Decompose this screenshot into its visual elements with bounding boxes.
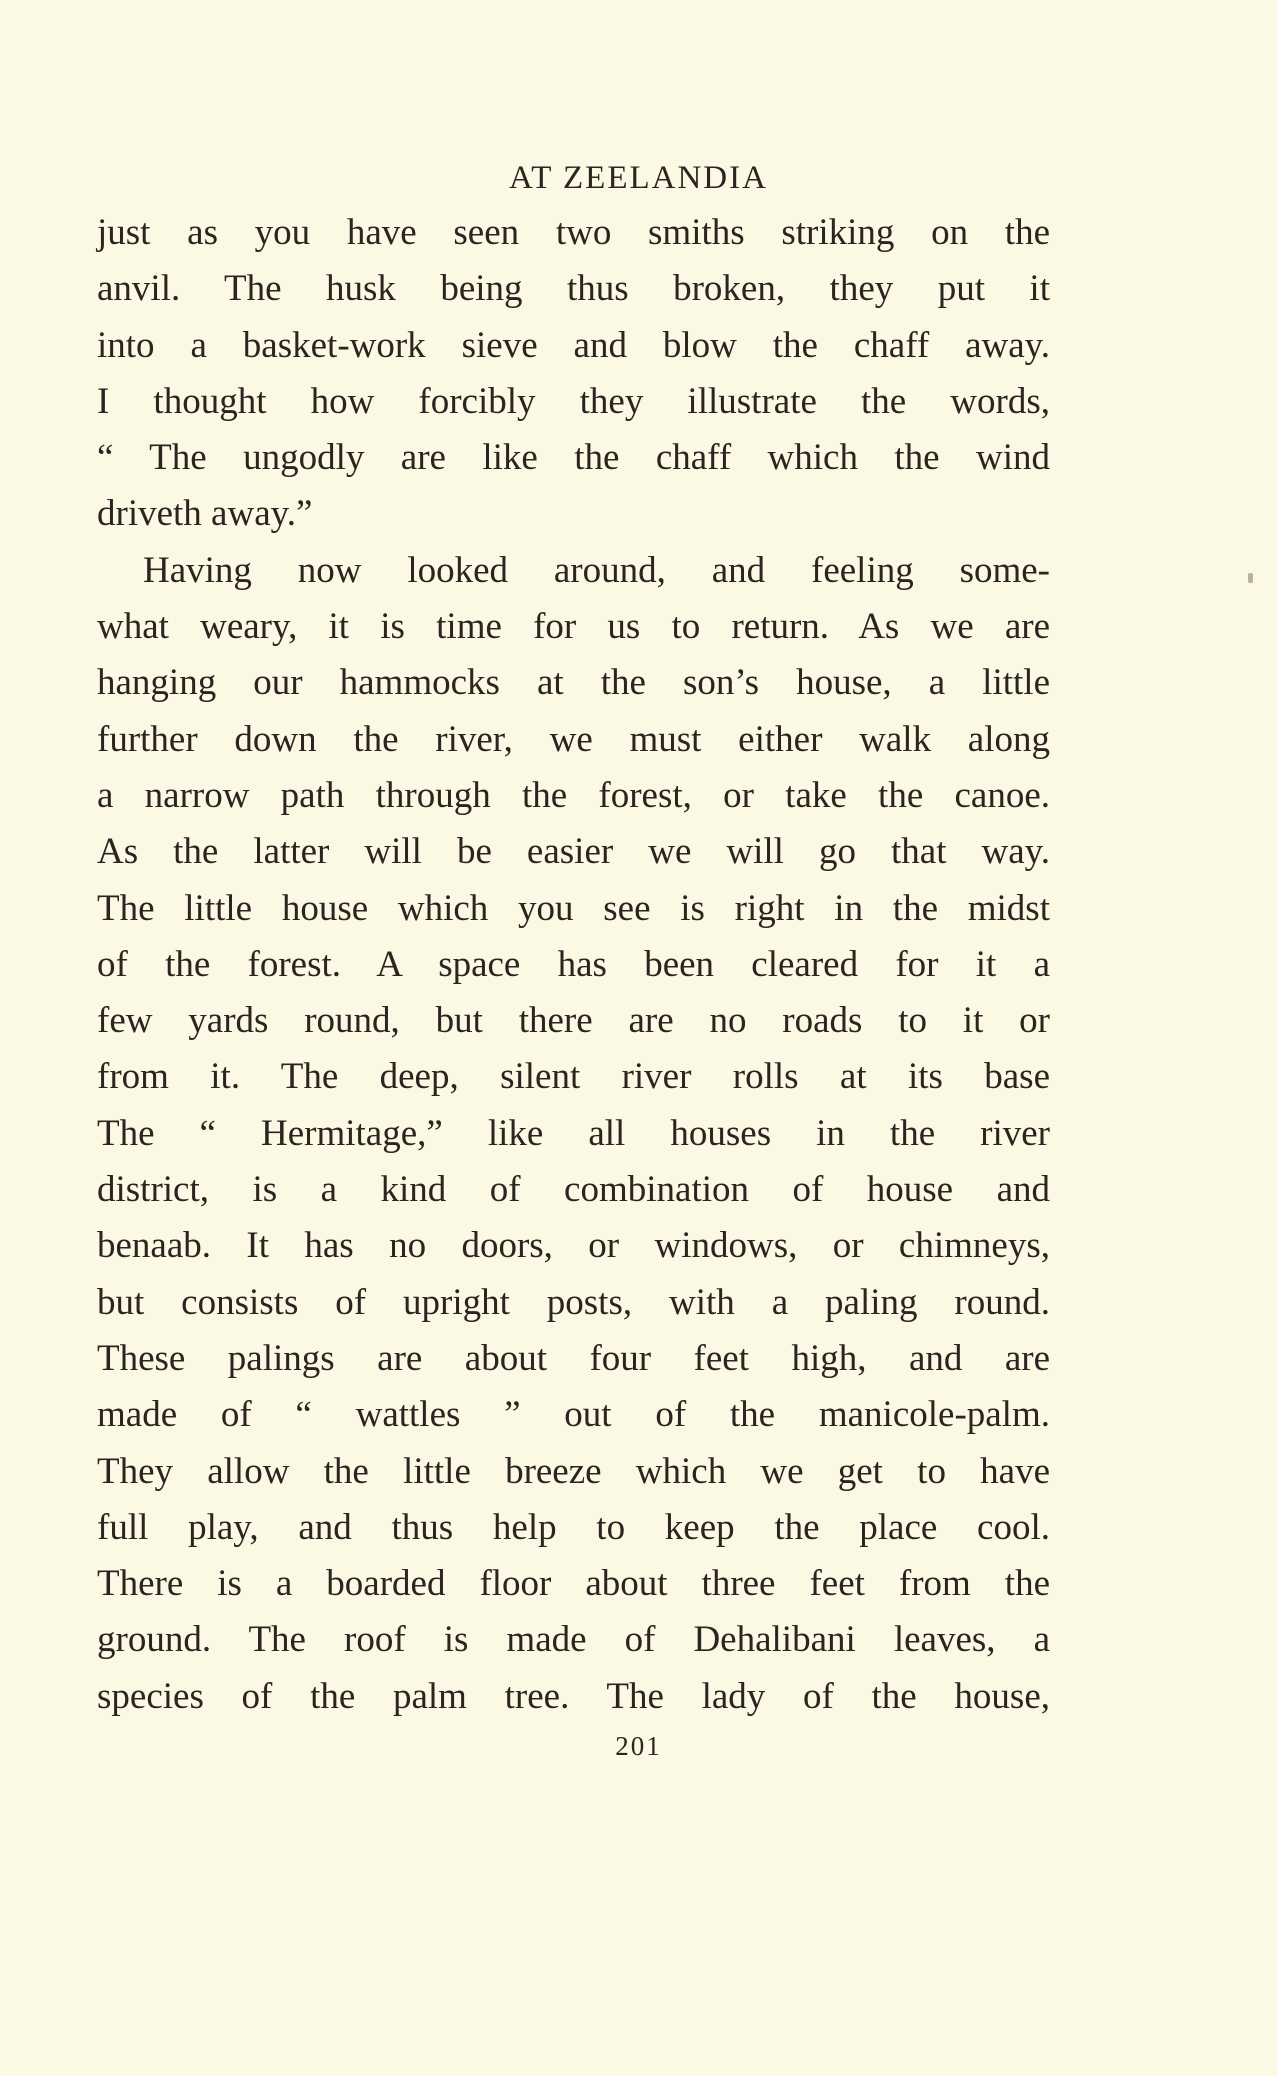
text-line: The “ Hermitage,” like all houses in the river xyxy=(97,1112,1050,1154)
text-line: but consists of upright posts, with a paling round. xyxy=(97,1281,1050,1323)
text-line: I thought how forcibly they illustrate the words, xyxy=(97,380,1050,422)
body-text xyxy=(97,205,1050,1725)
text-line: hanging our hammocks at the son’s house, a little xyxy=(97,662,1050,704)
text-line: of the forest. A space has been cleared for it a xyxy=(97,943,1050,985)
text-line: anvil. The husk being thus broken, they put it xyxy=(97,268,1050,310)
text-line: Having now looked around, and feeling some- xyxy=(143,549,1050,591)
text-line: what weary, it is time for us to return. As we are xyxy=(97,606,1050,648)
text-line: ground. The roof is made of Dehalibani leaves, a xyxy=(97,1619,1050,1661)
text-line: district, is a kind of combination of house and xyxy=(97,1169,1050,1211)
paper-speck xyxy=(1248,573,1253,583)
text-line: species of the palm tree. The lady of the house, xyxy=(97,1675,1050,1717)
text-line: “ The ungodly are like the chaff which the wind xyxy=(97,437,1050,479)
running-title: AT ZEELANDIA xyxy=(509,160,768,196)
text-line: few yards round, but there are no roads to it or xyxy=(97,1000,1050,1042)
text-line: into a basket-work sieve and blow the chaff away. xyxy=(97,324,1050,366)
text-line: a narrow path through the forest, or take the canoe. xyxy=(97,774,1050,816)
text-line: from it. The deep, silent river rolls at its base xyxy=(97,1056,1050,1098)
text-line: further down the river, we must either walk along xyxy=(97,718,1050,760)
text-line: just as you have seen two smiths striking on the xyxy=(97,212,1050,253)
text-line: made of “ wattles ” out of the manicole-palm. xyxy=(97,1394,1050,1436)
text-line: There is a boarded floor about three feet from the xyxy=(97,1563,1050,1605)
text-line: driveth away.” xyxy=(97,493,313,535)
text-line: full play, and thus help to keep the place cool. xyxy=(97,1506,1050,1548)
text-line: They allow the little breeze which we get to have xyxy=(97,1450,1050,1492)
page-number: 201 xyxy=(615,1731,662,1761)
text-line: These palings are about four feet high, and are xyxy=(97,1337,1050,1379)
text-line: The little house which you see is right in the midst xyxy=(97,887,1050,929)
text-line: As the latter will be easier we will go that way. xyxy=(97,831,1050,873)
text-line: benaab. It has no doors, or windows, or chimneys, xyxy=(97,1225,1050,1267)
